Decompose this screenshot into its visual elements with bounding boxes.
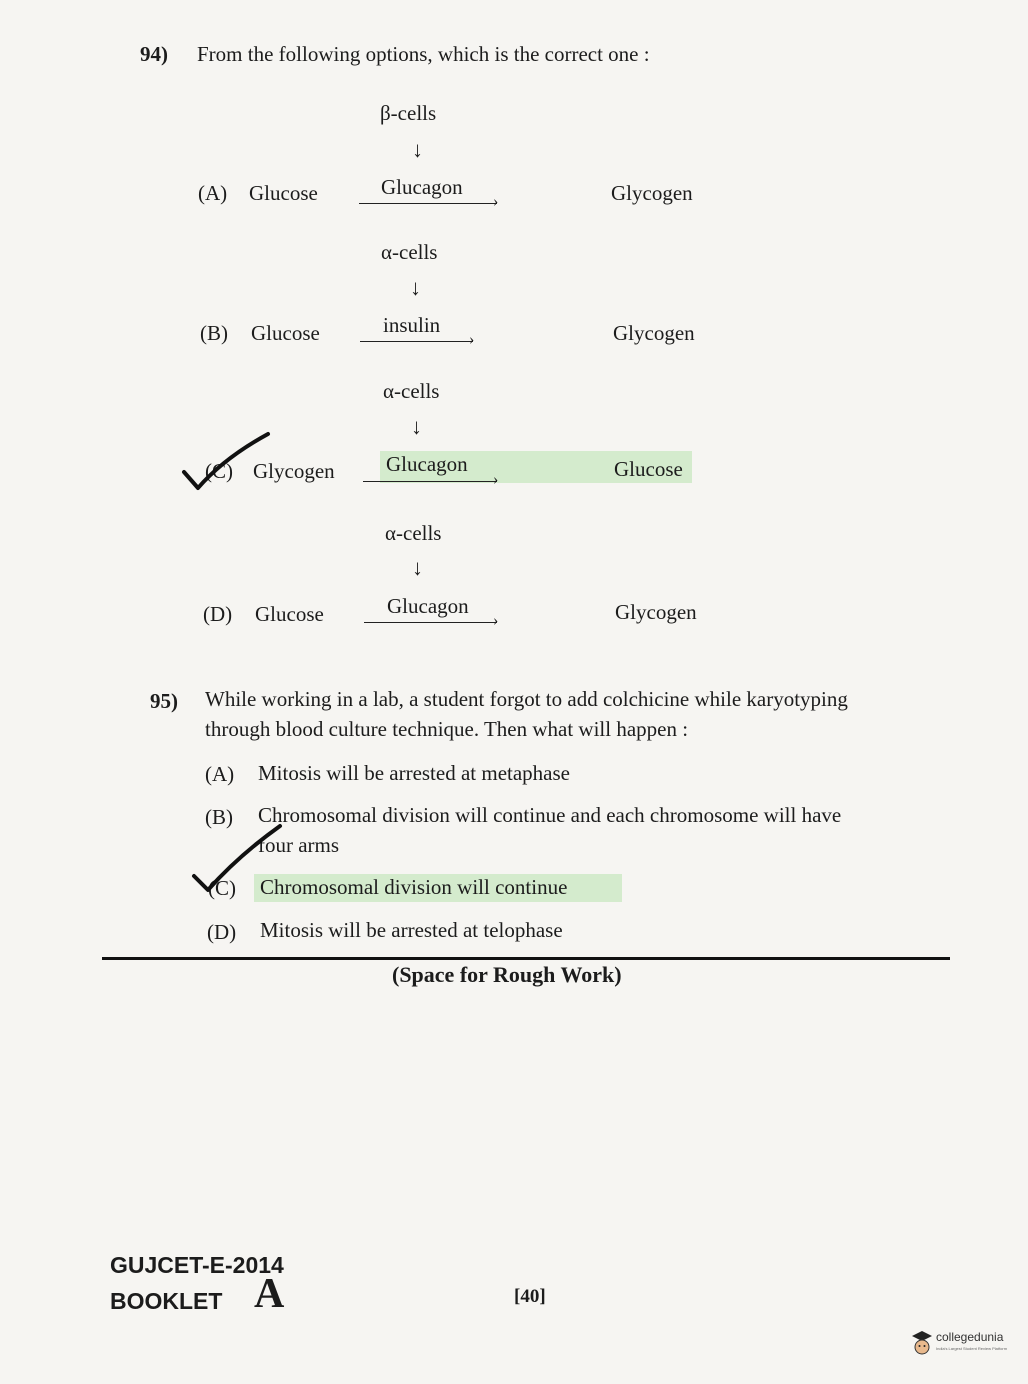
option-b-arrow-line	[360, 341, 473, 342]
option-d-label: (D)	[203, 602, 233, 626]
question-95-stem-line1: While working in a lab, a student forgot to add colchicine while karyotyping	[205, 687, 848, 711]
option-b-down-arrow: ↓	[410, 275, 421, 300]
option-d-down-arrow: ↓	[412, 555, 423, 580]
section-divider	[102, 957, 950, 960]
graduate-logo-icon	[910, 1328, 934, 1356]
option-a-from: Glucose	[249, 181, 318, 205]
option-a-hormone: Glucagon	[381, 175, 463, 199]
q95-option-b-text2: four arms	[258, 833, 340, 857]
option-d-from: Glucose	[255, 602, 324, 626]
page-number: [40]	[514, 1286, 546, 1307]
question-95-stem-line2: through blood culture technique. Then what will happen :	[205, 717, 689, 741]
option-a-arrow-line	[359, 203, 497, 204]
q95-option-d-label: (D)	[207, 920, 237, 944]
option-c-to: Glucose	[614, 457, 683, 481]
option-c-arrow-line	[363, 481, 497, 482]
option-b-from: Glucose	[251, 321, 320, 345]
booklet-letter: A	[254, 1271, 285, 1317]
option-d-hormone: Glucagon	[387, 594, 469, 618]
option-a-arrow-head: ›	[493, 193, 499, 210]
exam-code: GUJCET-E-2014	[110, 1252, 284, 1278]
q95-option-d-text: Mitosis will be arrested at telophase	[260, 918, 563, 942]
rough-work-heading: (Space for Rough Work)	[392, 962, 622, 987]
option-b-arrow-head: ›	[469, 331, 475, 348]
q95-option-a-label: (A)	[205, 762, 235, 786]
option-a-label: (A)	[198, 181, 228, 205]
q95-option-a-text: Mitosis will be arrested at metaphase	[258, 761, 570, 785]
option-a-cells: β-cells	[380, 101, 437, 125]
option-d-cells: α-cells	[385, 521, 442, 545]
option-d-arrow-line	[364, 622, 497, 623]
option-c-hormone: Glucagon	[386, 452, 468, 476]
option-b-cells: α-cells	[381, 240, 438, 264]
option-b-label: (B)	[200, 321, 228, 345]
question-95-number: 95)	[150, 689, 178, 713]
option-d-arrow-head: ›	[493, 612, 499, 629]
question-94-number: 94)	[140, 42, 168, 66]
option-b-to: Glycogen	[613, 321, 695, 345]
q95-option-b-label: (B)	[205, 805, 233, 829]
collegedunia-watermark	[910, 1326, 1018, 1360]
option-d-to: Glycogen	[615, 600, 697, 624]
watermark-brand: collegedunia	[936, 1330, 1004, 1344]
booklet-label: BOOKLET	[110, 1288, 223, 1314]
watermark-tagline: India's Largest Student Review Platform	[936, 1346, 1008, 1351]
option-a-to: Glycogen	[611, 181, 693, 205]
question-94-stem: From the following options, which is the correct one :	[197, 42, 650, 66]
option-c-cells: α-cells	[383, 379, 440, 403]
option-b-hormone: insulin	[383, 313, 441, 337]
option-a-down-arrow: ↓	[412, 137, 423, 162]
option-c-label: (C)	[205, 459, 233, 483]
q95-option-c-label: (C)	[208, 876, 236, 900]
q95-option-c-text: Chromosomal division will continue	[260, 875, 568, 899]
option-c-arrow-head: ›	[493, 471, 499, 488]
option-c-down-arrow: ↓	[411, 414, 422, 439]
q95-option-b-text: Chromosomal division will continue and each chromosome will have	[258, 803, 842, 827]
option-c-from: Glycogen	[253, 459, 335, 483]
